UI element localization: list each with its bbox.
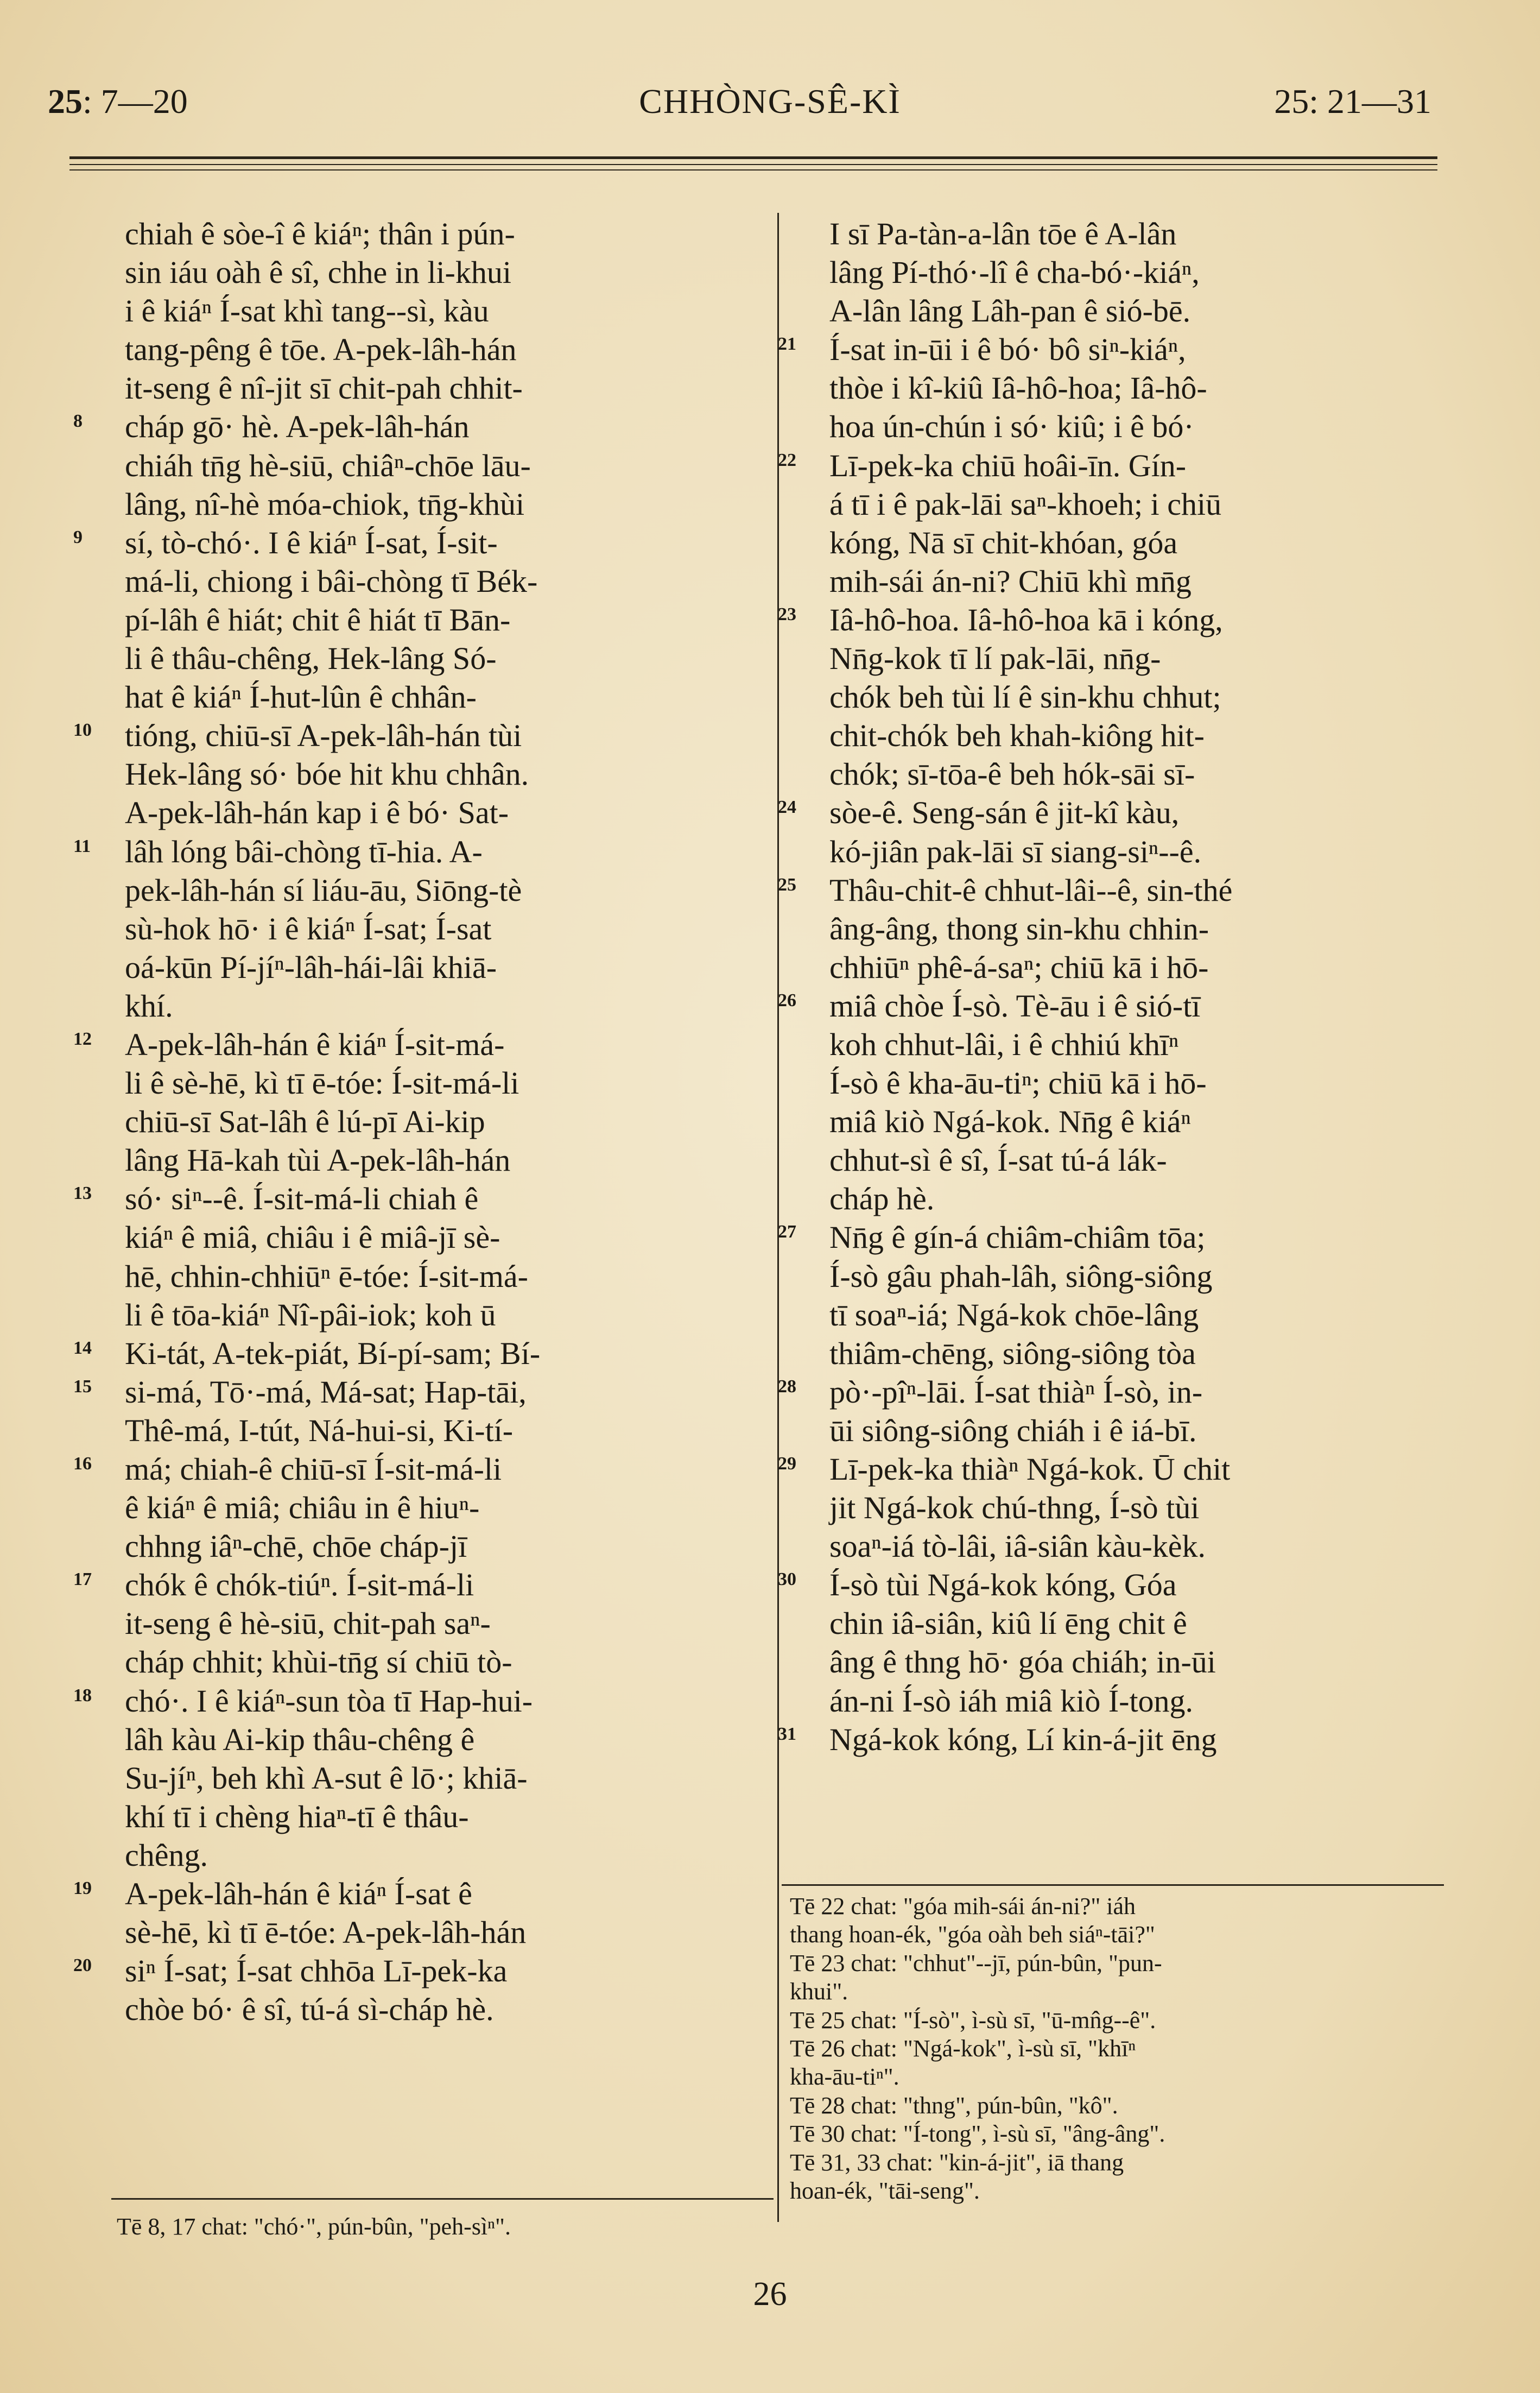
text-line bbox=[73, 832, 738, 871]
text-line bbox=[778, 601, 1443, 639]
text-line bbox=[829, 1102, 1443, 1141]
verse-number: 19 bbox=[73, 1878, 92, 1899]
text-line bbox=[125, 1527, 738, 1565]
text-line bbox=[829, 369, 1443, 407]
text-line bbox=[125, 1411, 738, 1450]
line-text: cháp hè. bbox=[829, 1181, 935, 1217]
footnote-line: Tē 30 chat: "Í-tong", ì-sù sī, "âng-âng". bbox=[790, 2120, 1165, 2148]
line-text: kóng, Nā sī chit-khóan, góa bbox=[829, 525, 1178, 560]
header-rule-thin bbox=[69, 169, 1437, 171]
text-line bbox=[829, 214, 1443, 253]
text-line bbox=[125, 793, 738, 832]
line-text: Thâu-chit-ê chhut-lâi--ê, sin-thé bbox=[829, 872, 1233, 908]
text-line bbox=[125, 1913, 738, 1952]
text-line bbox=[73, 1682, 738, 1720]
line-text: kiáⁿ ê miâ, chiâu i ê miâ-jī sè- bbox=[125, 1220, 500, 1255]
text-line bbox=[829, 523, 1443, 562]
verse-number: 9 bbox=[73, 527, 83, 547]
verse-number: 13 bbox=[73, 1183, 92, 1204]
line-text: lâng Hā-kah tùi A-pek-lâh-hán bbox=[125, 1142, 511, 1178]
text-line bbox=[829, 1064, 1443, 1102]
verse-number: 12 bbox=[73, 1028, 92, 1049]
line-text: lâh lóng bâi-chòng tī-hia. A- bbox=[125, 834, 483, 869]
line-text: chók ê chók-tiúⁿ. Í-sit-má-li bbox=[125, 1567, 474, 1603]
line-text: oá-kūn Pí-jíⁿ-lâh-hái-lâi khiā- bbox=[125, 949, 497, 985]
verse-number: 18 bbox=[73, 1685, 92, 1706]
verse-number: 29 bbox=[778, 1454, 796, 1474]
line-text: sè-hē, kì tī ē-tóe: A-pek-lâh-hán bbox=[125, 1915, 527, 1950]
text-line bbox=[73, 1334, 738, 1373]
text-line bbox=[125, 1836, 738, 1874]
text-line bbox=[125, 1218, 738, 1257]
verse-number: 15 bbox=[73, 1376, 92, 1397]
line-text: Nn̄g ê gín-á chiâm-chiâm tōa; bbox=[829, 1220, 1206, 1255]
line-text: Ki-tát, A-tek-piát, Bí-pí-sam; Bí- bbox=[125, 1335, 541, 1371]
line-text: A-pek-lâh-hán kap i ê bó· Sat- bbox=[125, 795, 509, 831]
line-text: lâng Pí-thó·-lî ê cha-bó·-kiáⁿ, bbox=[829, 255, 1200, 291]
line-text: má-li, chiong i bâi-chòng tī Bék- bbox=[125, 563, 538, 599]
text-line bbox=[125, 1797, 738, 1836]
line-text: Thê-má, I-tút, Ná-hui-si, Ki-tí- bbox=[125, 1412, 514, 1448]
line-text: cháp chhit; khùi-tn̄g sí chiū tò- bbox=[125, 1644, 512, 1680]
line-text: má; chiah-ê chiū-sī Í-sit-má-li bbox=[125, 1451, 502, 1487]
text-line bbox=[829, 1527, 1443, 1565]
footnote-line: Tē 23 chat: "chhut"--jī, pún-bûn, "pun- bbox=[790, 1949, 1162, 1977]
footnote-line: hoan-ék, "tāi-seng". bbox=[790, 2177, 980, 2204]
text-line bbox=[73, 1179, 738, 1218]
line-text: kó-jiân pak-lāi sī siang-siⁿ--ê. bbox=[829, 834, 1202, 869]
line-text: thòe i kî-kiû Iâ-hô-hoa; Iâ-hô- bbox=[829, 370, 1207, 406]
text-line bbox=[125, 948, 738, 987]
text-line bbox=[125, 1296, 738, 1334]
line-text: chhng iâⁿ-chē, chōe cháp-jī bbox=[125, 1529, 467, 1564]
text-line bbox=[125, 1064, 738, 1102]
line-text: âng ê thng hō· góa chiáh; in-ūi bbox=[829, 1644, 1216, 1680]
text-line bbox=[829, 910, 1443, 948]
line-text: lâng, nî-hè móa-chiok, tn̄g-khùi bbox=[125, 486, 525, 522]
text-line bbox=[778, 987, 1443, 1025]
text-line bbox=[73, 1565, 738, 1604]
line-text: chók beh tùi lí ê sin-khu chhut; bbox=[829, 679, 1221, 715]
line-text: lâh kàu Ai-kip thâu-chêng ê bbox=[125, 1721, 475, 1757]
text-line bbox=[778, 1565, 1443, 1604]
line-text: Í-sò tùi Ngá-kok kóng, Góa bbox=[829, 1567, 1177, 1603]
text-line bbox=[829, 1411, 1443, 1450]
line-text: Lī-pek-ka thiàⁿ Ngá-kok. Ū chit bbox=[829, 1451, 1231, 1487]
text-line bbox=[125, 601, 738, 639]
verse-number: 30 bbox=[778, 1569, 796, 1590]
line-text: Í-sò ê kha-āu-tiⁿ; chiū kā i hō- bbox=[829, 1065, 1207, 1101]
line-text: sin iáu oàh ê sî, chhe in li-khui bbox=[125, 255, 511, 291]
line-text: jit Ngá-kok chú-thng, Í-sò tùi bbox=[829, 1490, 1200, 1526]
text-line bbox=[125, 214, 738, 253]
line-text: koh chhut-lâi, i ê chhiú khīⁿ bbox=[829, 1026, 1179, 1062]
book-title: CHHÒNG-SÊ-KÌ bbox=[639, 82, 901, 121]
text-line bbox=[125, 987, 738, 1025]
line-text: chók; sī-tōa-ê beh hók-sāi sī- bbox=[829, 756, 1195, 792]
text-line bbox=[829, 1025, 1443, 1064]
line-text: Í-sat in-ūi i ê bó· bô siⁿ-kiáⁿ, bbox=[829, 332, 1186, 368]
footnote-line: Tē 31, 33 chat: "kin-á-jit", iā thang bbox=[790, 2149, 1124, 2176]
text-line bbox=[829, 1682, 1443, 1720]
text-line bbox=[778, 446, 1443, 485]
text-line bbox=[125, 639, 738, 678]
line-text: si-má, Tō·-má, Má-sat; Hap-tāi, bbox=[125, 1374, 527, 1410]
text-line bbox=[829, 1296, 1443, 1334]
text-line bbox=[73, 1373, 738, 1411]
line-text: chhut-sì ê sî, Í-sat tú-á lák- bbox=[829, 1142, 1167, 1178]
line-text: Iâ-hô-hoa. Iâ-hô-hoa kā i kóng, bbox=[829, 602, 1223, 637]
line-text: ê kiáⁿ ê miâ; chiâu in ê hiuⁿ- bbox=[125, 1490, 480, 1526]
line-text: chó·. I ê kiáⁿ-sun tòa tī Hap-hui- bbox=[125, 1683, 533, 1719]
text-line bbox=[73, 1952, 738, 1990]
verse-number: 17 bbox=[73, 1569, 92, 1590]
line-text: it-seng ê nî-jit sī chit-pah chhit- bbox=[125, 370, 523, 406]
text-line bbox=[125, 755, 738, 793]
text-line bbox=[125, 1604, 738, 1643]
header-rule-thin bbox=[69, 164, 1437, 165]
line-text: mih-sái án-ni? Chiū khì mn̄g bbox=[829, 563, 1192, 599]
footnote-line: thang hoan-ék, "góa oàh beh siáⁿ-tāi?" bbox=[790, 1921, 1155, 1948]
line-text: cháp gō· hè. A-pek-lâh-hán bbox=[125, 409, 470, 445]
line-text: khí tī i chèng hiaⁿ-tī ê thâu- bbox=[125, 1798, 469, 1834]
text-line bbox=[829, 485, 1443, 523]
text-line bbox=[829, 1488, 1443, 1527]
text-line bbox=[829, 562, 1443, 601]
text-line bbox=[829, 639, 1443, 678]
text-line bbox=[125, 330, 738, 369]
text-line bbox=[73, 716, 738, 755]
text-line bbox=[125, 910, 738, 948]
verse-number: 11 bbox=[73, 836, 91, 856]
text-line bbox=[125, 1102, 738, 1141]
text-line bbox=[125, 253, 738, 292]
line-text: Ngá-kok kóng, Lí kin-á-jit ēng bbox=[829, 1721, 1217, 1757]
line-text: pek-lâh-hán sí liáu-āu, Siōng-tè bbox=[125, 872, 522, 908]
text-line bbox=[73, 1025, 738, 1064]
left-text-column bbox=[73, 214, 738, 2029]
text-line bbox=[125, 562, 738, 601]
line-text: tī soaⁿ-iá; Ngá-kok chōe-lâng bbox=[829, 1297, 1199, 1333]
line-text: Nn̄g-kok tī lí pak-lāi, nn̄g- bbox=[829, 641, 1161, 677]
footnote-line: Tē 25 chat: "Í-sò", ì-sù sī, "ū-mn̂g--ê". bbox=[790, 2006, 1156, 2034]
text-line bbox=[829, 1334, 1443, 1373]
text-line bbox=[125, 1720, 738, 1759]
line-text: sòe-ê. Seng-sán ê jit-kî kàu, bbox=[829, 795, 1180, 831]
line-text: tang-pêng ê tōe. A-pek-lâh-hán bbox=[125, 332, 517, 368]
text-line bbox=[778, 793, 1443, 832]
footnotes-right bbox=[790, 1892, 1441, 2205]
line-text: thiâm-chēng, siông-siông tòa bbox=[829, 1335, 1196, 1371]
line-text: chòe bó· ê sî, tú-á sì-cháp hè. bbox=[125, 1992, 494, 2028]
verse-number: 16 bbox=[73, 1454, 92, 1474]
line-text: A-pek-lâh-hán ê kiáⁿ Í-sat ê bbox=[125, 1876, 472, 1912]
footnote-line: khui". bbox=[790, 1978, 848, 2005]
text-line bbox=[125, 292, 738, 330]
line-text: miâ kiò Ngá-kok. Nn̄g ê kiáⁿ bbox=[829, 1104, 1191, 1140]
text-line bbox=[125, 485, 738, 523]
verse-number: 24 bbox=[778, 797, 796, 818]
footnote-line: Tē 28 chat: "thng", pún-bûn, "kô". bbox=[790, 2092, 1118, 2119]
line-text: li ê thâu-chêng, Hek-lâng Só- bbox=[125, 641, 497, 677]
line-text: chit-chók beh khah-kiông hit- bbox=[829, 718, 1205, 754]
verse-number: 25 bbox=[778, 874, 796, 895]
running-header bbox=[0, 76, 1540, 136]
line-text: A-lân lâng Lâh-pan ê sió-bē. bbox=[829, 293, 1191, 329]
line-text: pí-lâh ê hiát; chit ê hiát tī Bān- bbox=[125, 602, 511, 637]
line-text: sù-hok hō· i ê kiáⁿ Í-sat; Í-sat bbox=[125, 911, 492, 946]
line-text: khí. bbox=[125, 988, 173, 1024]
verse-number: 23 bbox=[778, 604, 796, 624]
line-text: chiah ê sòe-î ê kiáⁿ; thân i pún- bbox=[125, 216, 515, 251]
verse-number: 10 bbox=[73, 720, 92, 741]
line-text: chhiūⁿ phê-á-saⁿ; chiū kā i hō- bbox=[829, 949, 1209, 985]
line-text: sí, tò-chó·. I ê kiáⁿ Í-sat, Í-sit- bbox=[125, 525, 498, 560]
text-line bbox=[125, 871, 738, 910]
verse-number: 31 bbox=[778, 1723, 796, 1744]
line-text: siⁿ Í-sat; Í-sat chhōa Lī-pek-ka bbox=[125, 1953, 508, 1989]
verse-number: 28 bbox=[778, 1376, 796, 1397]
line-text: hoa ún-chún i só· kiû; i ê bó· bbox=[829, 409, 1194, 445]
text-line bbox=[73, 407, 738, 446]
line-text: li ê sè-hē, kì tī ē-tóe: Í-sit-má-li bbox=[125, 1065, 519, 1101]
verse-number: 14 bbox=[73, 1337, 92, 1358]
text-line bbox=[778, 330, 1443, 369]
text-line bbox=[778, 1218, 1443, 1257]
text-line bbox=[829, 1257, 1443, 1296]
text-line bbox=[829, 1179, 1443, 1218]
text-line bbox=[829, 716, 1443, 755]
line-text: li ê tōa-kiáⁿ Nî-pâi-iok; koh ū bbox=[125, 1297, 496, 1333]
footnote-line: Tē 22 chat: "góa mih-sái án-ni?" iáh bbox=[790, 1893, 1136, 1920]
text-line bbox=[73, 523, 738, 562]
line-text: chiū-sī Sat-lâh ê lú-pī Ai-kip bbox=[125, 1104, 485, 1140]
chapter-verse-range-right: 25: 21—31 bbox=[1274, 82, 1431, 121]
line-text: Su-jíⁿ, beh khì A-sut ê lō·; khiā- bbox=[125, 1760, 528, 1796]
footnote-left: Tē 8, 17 chat: "chó·", pún-bûn, "peh-sìⁿ". bbox=[117, 2213, 511, 2240]
footnote-line: Tē 26 chat: "Ngá-kok", ì-sù sī, "khīⁿ bbox=[790, 2035, 1136, 2062]
text-line bbox=[125, 1141, 738, 1179]
footnote-line: kha-āu-tiⁿ". bbox=[790, 2063, 899, 2091]
line-text: tióng, chiū-sī A-pek-lâh-hán tùi bbox=[125, 718, 522, 754]
text-line bbox=[829, 832, 1443, 871]
text-line bbox=[778, 1450, 1443, 1488]
line-text: só· siⁿ--ê. Í-sit-má-li chiah ê bbox=[125, 1181, 479, 1217]
line-text: chin iâ-siân, kiû lí ēng chit ê bbox=[829, 1606, 1187, 1641]
verse-number: 20 bbox=[73, 1955, 92, 1976]
line-text: Lī-pek-ka chiū hoâi-īn. Gín- bbox=[829, 447, 1187, 483]
verse-number: 27 bbox=[778, 1222, 796, 1242]
line-text: it-seng ê hè-siū, chit-pah saⁿ- bbox=[125, 1606, 491, 1641]
text-line bbox=[125, 1488, 738, 1527]
line-text: Í-sò gâu phah-lâh, siông-siông bbox=[829, 1258, 1213, 1294]
page-number: 26 bbox=[753, 2276, 787, 2313]
line-text: á tī i ê pak-lāi saⁿ-khoeh; i chiū bbox=[829, 486, 1222, 522]
verse-number: 26 bbox=[778, 990, 796, 1011]
header-rule bbox=[69, 156, 1437, 159]
text-line bbox=[829, 948, 1443, 987]
text-line bbox=[125, 446, 738, 485]
text-line bbox=[125, 1257, 738, 1296]
line-text: chiáh tn̄g hè-siū, chiâⁿ-chōe lāu- bbox=[125, 447, 531, 483]
line-text: A-pek-lâh-hán ê kiáⁿ Í-sit-má- bbox=[125, 1026, 505, 1062]
line-text: pò·-pîⁿ-lāi. Í-sat thiàⁿ Í-sò, in- bbox=[829, 1374, 1203, 1410]
verse-number: 8 bbox=[73, 411, 83, 432]
text-line bbox=[829, 1141, 1443, 1179]
line-text: âng-âng, thong sin-khu chhin- bbox=[829, 911, 1209, 946]
right-text-column bbox=[778, 214, 1443, 1759]
text-line bbox=[778, 1720, 1443, 1759]
text-line bbox=[125, 1759, 738, 1797]
text-line bbox=[125, 1643, 738, 1681]
text-line bbox=[829, 1604, 1443, 1643]
text-line bbox=[73, 1450, 738, 1488]
text-line bbox=[778, 871, 1443, 910]
text-line bbox=[125, 1990, 738, 2029]
line-text: Hek-lâng só· bóe hit khu chhân. bbox=[125, 756, 529, 792]
line-text: soaⁿ-iá tò-lâi, iâ-siân kàu-kèk. bbox=[829, 1529, 1206, 1564]
verse-number: 21 bbox=[778, 334, 796, 355]
text-line bbox=[829, 407, 1443, 446]
line-text: chêng. bbox=[125, 1837, 208, 1873]
text-line bbox=[829, 1643, 1443, 1681]
text-line bbox=[73, 1874, 738, 1913]
text-line bbox=[829, 755, 1443, 793]
verse-number: 22 bbox=[778, 450, 796, 470]
line-text: ūi siông-siông chiáh i ê iá-bī. bbox=[829, 1412, 1197, 1448]
footnote-rule-right bbox=[782, 1884, 1444, 1886]
chapter-verse-range-left: 25: 7—20 bbox=[48, 82, 188, 121]
text-line bbox=[778, 1373, 1443, 1411]
text-line bbox=[125, 678, 738, 716]
footnote-rule-left bbox=[111, 2198, 774, 2200]
text-line bbox=[829, 253, 1443, 292]
line-text: hat ê kiáⁿ Í-hut-lûn ê chhân- bbox=[125, 679, 477, 715]
line-text: I sī Pa-tàn-a-lân tōe ê A-lân bbox=[829, 216, 1177, 251]
line-text: hē, chhin-chhiūⁿ ē-tóe: Í-sit-má- bbox=[125, 1258, 528, 1294]
text-line bbox=[829, 678, 1443, 716]
line-text: i ê kiáⁿ Í-sat khì tang--sì, kàu bbox=[125, 293, 489, 329]
line-text: miâ chòe Í-sò. Tè-āu i ê sió-tī bbox=[829, 988, 1201, 1024]
text-line bbox=[829, 292, 1443, 330]
text-line bbox=[125, 369, 738, 407]
line-text: án-ni Í-sò iáh miâ kiò Í-tong. bbox=[829, 1683, 1194, 1719]
